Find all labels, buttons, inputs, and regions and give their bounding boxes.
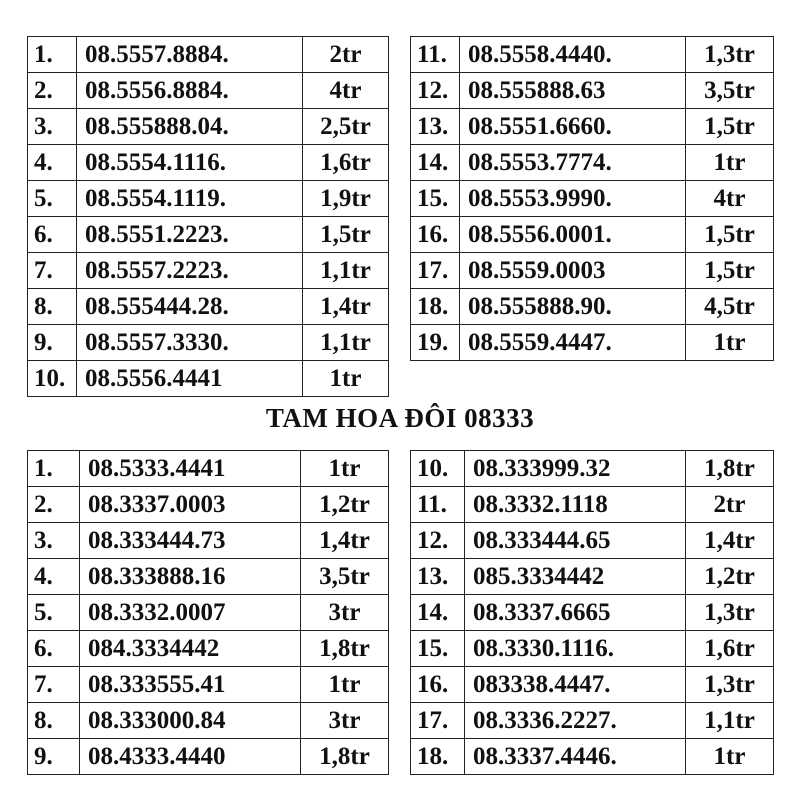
row-number: 9. bbox=[28, 739, 80, 775]
price: 1,4tr bbox=[303, 289, 389, 325]
table-row bbox=[28, 451, 389, 487]
phone-number: 08.333000.84 bbox=[80, 703, 301, 739]
phone-number: 08.5557.8884. bbox=[77, 37, 303, 73]
price: 1,2tr bbox=[301, 487, 389, 523]
table-row bbox=[28, 487, 389, 523]
price: 1,1tr bbox=[303, 325, 389, 361]
price: 1,6tr bbox=[686, 631, 774, 667]
price: 1,3tr bbox=[686, 595, 774, 631]
table-row bbox=[28, 145, 389, 181]
row-number: 3. bbox=[28, 523, 80, 559]
phone-number: 08.333555.41 bbox=[80, 667, 301, 703]
table-row bbox=[411, 109, 774, 145]
row-number: 12. bbox=[411, 73, 460, 109]
price: 1,5tr bbox=[303, 217, 389, 253]
phone-number: 08.5551.6660. bbox=[460, 109, 686, 145]
phone-number: 08.5551.2223. bbox=[77, 217, 303, 253]
table-row bbox=[411, 559, 774, 595]
price: 1,5tr bbox=[686, 253, 774, 289]
row-number: 10. bbox=[28, 361, 77, 397]
table-row bbox=[411, 217, 774, 253]
price: 1,8tr bbox=[686, 451, 774, 487]
table-row bbox=[28, 595, 389, 631]
phone-number: 083338.4447. bbox=[465, 667, 686, 703]
price-table-2 bbox=[410, 36, 774, 361]
price: 1,4tr bbox=[686, 523, 774, 559]
price: 1,4tr bbox=[301, 523, 389, 559]
table-row bbox=[411, 595, 774, 631]
phone-number: 08.5557.2223. bbox=[77, 253, 303, 289]
phone-number: 08.555888.04. bbox=[77, 109, 303, 145]
phone-number: 08.3337.6665 bbox=[465, 595, 686, 631]
table-row bbox=[28, 631, 389, 667]
phone-number: 08.5556.0001. bbox=[460, 217, 686, 253]
price: 4,5tr bbox=[686, 289, 774, 325]
table-row bbox=[411, 325, 774, 361]
row-number: 1. bbox=[28, 37, 77, 73]
price: 1,5tr bbox=[686, 109, 774, 145]
price: 1,3tr bbox=[686, 37, 774, 73]
phone-number: 08.5553.7774. bbox=[460, 145, 686, 181]
phone-number: 08.3332.0007 bbox=[80, 595, 301, 631]
row-number: 3. bbox=[28, 109, 77, 145]
row-number: 9. bbox=[28, 325, 77, 361]
price-table-4 bbox=[410, 450, 774, 775]
phone-number: 08.5558.4440. bbox=[460, 37, 686, 73]
table-row bbox=[411, 181, 774, 217]
row-number: 19. bbox=[411, 325, 460, 361]
phone-number: 08.5333.4441 bbox=[80, 451, 301, 487]
table-row bbox=[28, 181, 389, 217]
price: 2tr bbox=[686, 487, 774, 523]
phone-number: 08.5553.9990. bbox=[460, 181, 686, 217]
phone-number: 08.5557.3330. bbox=[77, 325, 303, 361]
price: 4tr bbox=[686, 181, 774, 217]
row-number: 7. bbox=[28, 667, 80, 703]
row-number: 1. bbox=[28, 451, 80, 487]
row-number: 18. bbox=[411, 739, 465, 775]
table-row bbox=[411, 73, 774, 109]
price: 1,1tr bbox=[303, 253, 389, 289]
table-row bbox=[411, 703, 774, 739]
price: 1tr bbox=[686, 739, 774, 775]
table-row bbox=[28, 217, 389, 253]
row-number: 15. bbox=[411, 181, 460, 217]
price: 3tr bbox=[301, 703, 389, 739]
table-row bbox=[28, 289, 389, 325]
row-number: 13. bbox=[411, 109, 460, 145]
table-row bbox=[28, 667, 389, 703]
section-title: TAM HOA ĐÔI 08333 bbox=[265, 403, 535, 433]
price: 1,2tr bbox=[686, 559, 774, 595]
table-row bbox=[411, 523, 774, 559]
row-number: 4. bbox=[28, 145, 77, 181]
row-number: 17. bbox=[411, 703, 465, 739]
table-row bbox=[411, 145, 774, 181]
phone-number: 08.333888.16 bbox=[80, 559, 301, 595]
table-row bbox=[411, 289, 774, 325]
price: 1,1tr bbox=[686, 703, 774, 739]
row-number: 11. bbox=[411, 487, 465, 523]
row-number: 16. bbox=[411, 217, 460, 253]
price: 3tr bbox=[301, 595, 389, 631]
price: 3,5tr bbox=[301, 559, 389, 595]
table-row bbox=[28, 253, 389, 289]
price-table-3 bbox=[27, 450, 389, 775]
table-row bbox=[28, 703, 389, 739]
price: 1,9tr bbox=[303, 181, 389, 217]
row-number: 5. bbox=[28, 181, 77, 217]
phone-number: 08.555888.90. bbox=[460, 289, 686, 325]
phone-number: 08.3330.1116. bbox=[465, 631, 686, 667]
phone-number: 08.5554.1116. bbox=[77, 145, 303, 181]
table-row bbox=[28, 325, 389, 361]
price: 1,3tr bbox=[686, 667, 774, 703]
phone-number: 08.555888.63 bbox=[460, 73, 686, 109]
phone-number: 08.333999.32 bbox=[465, 451, 686, 487]
phone-number: 08.5556.4441 bbox=[77, 361, 303, 397]
table-row bbox=[28, 37, 389, 73]
row-number: 13. bbox=[411, 559, 465, 595]
price-table-1 bbox=[27, 36, 389, 397]
row-number: 11. bbox=[411, 37, 460, 73]
row-number: 12. bbox=[411, 523, 465, 559]
table-row bbox=[28, 361, 389, 397]
row-number: 8. bbox=[28, 703, 80, 739]
price: 4tr bbox=[303, 73, 389, 109]
row-number: 2. bbox=[28, 73, 77, 109]
price: 1,8tr bbox=[301, 739, 389, 775]
table-row bbox=[28, 739, 389, 775]
row-number: 14. bbox=[411, 145, 460, 181]
table-row bbox=[411, 739, 774, 775]
phone-number: 08.555444.28. bbox=[77, 289, 303, 325]
table-row bbox=[411, 37, 774, 73]
table-row bbox=[411, 487, 774, 523]
price: 1tr bbox=[301, 667, 389, 703]
phone-number: 08.333444.73 bbox=[80, 523, 301, 559]
phone-number: 08.4333.4440 bbox=[80, 739, 301, 775]
table-row bbox=[28, 109, 389, 145]
table-row bbox=[411, 253, 774, 289]
row-number: 7. bbox=[28, 253, 77, 289]
phone-number: 08.5554.1119. bbox=[77, 181, 303, 217]
row-number: 6. bbox=[28, 631, 80, 667]
phone-number: 08.3337.4446. bbox=[465, 739, 686, 775]
phone-number: 08.5559.0003 bbox=[460, 253, 686, 289]
phone-number: 08.5556.8884. bbox=[77, 73, 303, 109]
price: 1,5tr bbox=[686, 217, 774, 253]
row-number: 6. bbox=[28, 217, 77, 253]
phone-number: 08.5559.4447. bbox=[460, 325, 686, 361]
row-number: 17. bbox=[411, 253, 460, 289]
table-row bbox=[411, 451, 774, 487]
price: 2tr bbox=[303, 37, 389, 73]
phone-number: 085.3334442 bbox=[465, 559, 686, 595]
phone-number: 08.3332.1118 bbox=[465, 487, 686, 523]
price: 1,6tr bbox=[303, 145, 389, 181]
row-number: 14. bbox=[411, 595, 465, 631]
row-number: 8. bbox=[28, 289, 77, 325]
row-number: 4. bbox=[28, 559, 80, 595]
phone-number: 08.333444.65 bbox=[465, 523, 686, 559]
price: 1tr bbox=[686, 145, 774, 181]
table-row bbox=[28, 559, 389, 595]
price: 1tr bbox=[301, 451, 389, 487]
row-number: 16. bbox=[411, 667, 465, 703]
price: 1tr bbox=[686, 325, 774, 361]
row-number: 2. bbox=[28, 487, 80, 523]
row-number: 10. bbox=[411, 451, 465, 487]
price: 1,8tr bbox=[301, 631, 389, 667]
table-row bbox=[28, 73, 389, 109]
table-row bbox=[28, 523, 389, 559]
row-number: 5. bbox=[28, 595, 80, 631]
row-number: 15. bbox=[411, 631, 465, 667]
price: 1tr bbox=[303, 361, 389, 397]
row-number: 18. bbox=[411, 289, 460, 325]
price: 3,5tr bbox=[686, 73, 774, 109]
price: 2,5tr bbox=[303, 109, 389, 145]
phone-number: 08.3337.0003 bbox=[80, 487, 301, 523]
phone-number: 084.3334442 bbox=[80, 631, 301, 667]
table-row bbox=[411, 667, 774, 703]
table-row bbox=[411, 631, 774, 667]
phone-number: 08.3336.2227. bbox=[465, 703, 686, 739]
